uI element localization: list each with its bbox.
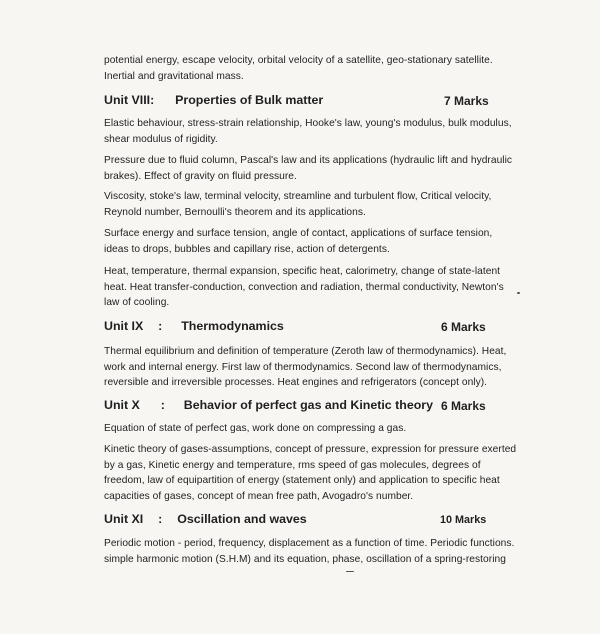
- text-line: Reynold number, Bernoulli's theorem and its applications.: [104, 206, 366, 218]
- unit-10-marks: 6 Marks: [441, 399, 486, 413]
- text-line: Inertial and gravitational mass.: [104, 70, 244, 82]
- unit-9-marks: 6 Marks: [441, 320, 486, 334]
- text-line: Viscosity, stoke's law, terminal velocity, streamline and turbulent flow, Critical velocity,: [104, 191, 492, 202]
- unit-8-paragraph-4: [104, 226, 524, 257]
- unit-8-paragraph-1: [104, 116, 524, 147]
- text-line: brakes). Effect of gravity on fluid pressure.: [104, 170, 297, 182]
- unit-colon: :: [160, 398, 165, 412]
- unit-10-paragraph-1: [104, 421, 524, 437]
- unit-label: Unit X: [104, 398, 140, 412]
- unit-title: Behavior of perfect gas and Kinetic theory: [183, 398, 433, 412]
- unit-11-marks: 10 Marks: [440, 514, 487, 526]
- text-line: Equation of state of perfect gas, work done on compressing a gas.: [104, 423, 407, 434]
- unit-10-heading: [104, 398, 433, 412]
- unit-label: Unit IX: [104, 319, 144, 333]
- text-line: shear modulus of rigidity.: [104, 133, 218, 145]
- intro-paragraph: [104, 53, 524, 84]
- unit-9-paragraph-1: [104, 344, 524, 391]
- text-line: Elastic behaviour, stress-strain relationship, Hooke's law, young's modulus, bulk modulus,: [104, 118, 512, 129]
- text-line: potential energy, escape velocity, orbital velocity of a satellite, geo-stationary satellite.: [104, 55, 493, 66]
- unit-8-marks: 7 Marks: [444, 94, 489, 108]
- unit-11-heading: [104, 512, 307, 526]
- unit-title: Properties of Bulk matter: [175, 93, 324, 107]
- text-line: reversible and irreversible processes. Heat engines and refrigerators (concept only).: [104, 377, 488, 389]
- text-line: Surface energy and surface tension, angle of contact, applications of surface tension,: [104, 228, 493, 239]
- unit-colon: :: [158, 512, 163, 526]
- text-line: Thermal equilibrium and definition of temperature (Zeroth law of thermodynamics). Heat,: [104, 346, 507, 357]
- unit-8-paragraph-2: [104, 153, 524, 184]
- text-line: work and internal energy. First law of thermodynamics. Second law of thermodynamics,: [104, 361, 502, 373]
- text-line: Heat, temperature, thermal expansion, specific heat, calorimetry, change of state-latent: [104, 266, 501, 277]
- unit-label: Unit XI: [104, 512, 144, 526]
- unit-colon: :: [158, 319, 163, 333]
- text-line: freedom, law of equipartition of energy (statement only) and application to specific heat: [104, 475, 500, 487]
- text-line: law of cooling.: [104, 297, 170, 309]
- text-line: heat. Heat transfer-conduction, convection and radiation, thermal conductivity, Newton's: [104, 281, 504, 293]
- scan-speck: [517, 292, 520, 294]
- unit-8-paragraph-5: [104, 264, 524, 311]
- unit-label: Unit VIII:: [104, 93, 155, 107]
- unit-8-heading: [104, 93, 323, 107]
- text-line: Pressure due to fluid column, Pascal's law and its applications (hydraulic lift and hydraulic: [104, 155, 513, 166]
- text-line: ideas to drops, bubbles and capillary rise, action of detergents.: [104, 243, 390, 255]
- unit-11-paragraph-1: [104, 536, 524, 567]
- unit-10-paragraph-2: [104, 442, 524, 504]
- text-line: by a gas, Kinetic energy and temperature, rms speed of gas molecules, degrees of: [104, 459, 481, 471]
- unit-9-heading: [104, 319, 284, 333]
- text-line: Periodic motion - period, frequency, displacement as a function of time. Periodic functions.: [104, 538, 515, 549]
- unit-title: Thermodynamics: [181, 319, 284, 333]
- text-line: capacities of gases, concept of mean free path, Avogadro's number.: [104, 490, 414, 502]
- text-line: Kinetic theory of gases-assumptions, concept of pressure, expression for pressure exerted: [104, 444, 517, 455]
- unit-title: Oscillation and waves: [177, 512, 307, 526]
- text-line: simple harmonic motion (S.H.M) and its equation, phase, oscillation of a spring-restoring: [104, 553, 506, 565]
- scan-speck: [346, 571, 354, 572]
- unit-8-paragraph-3: [104, 189, 524, 220]
